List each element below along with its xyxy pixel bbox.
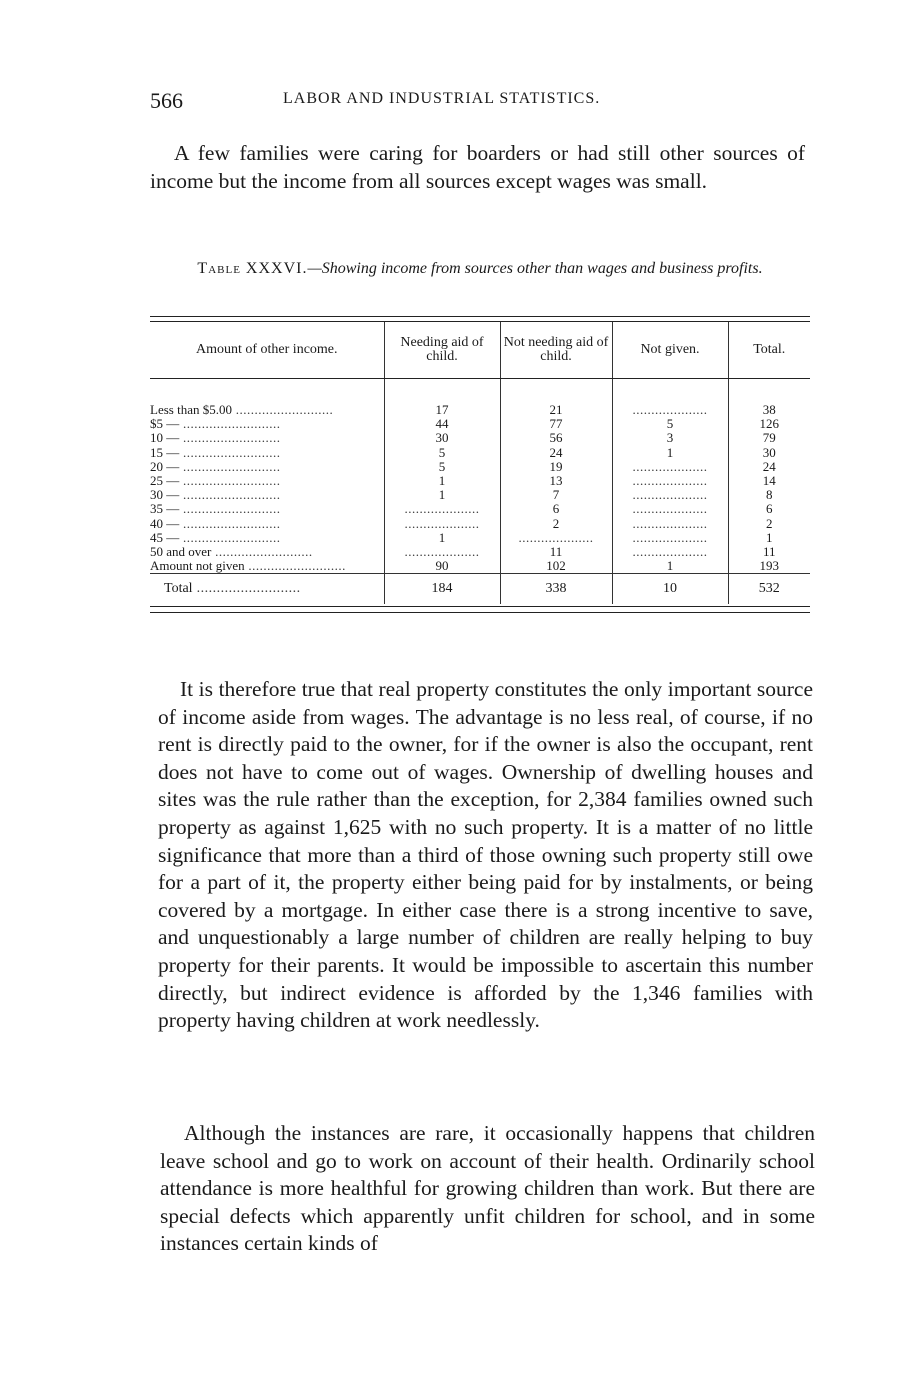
table-caption-label: Table XXXVI. [197,260,308,277]
row-amount-value: 45 — [150,530,180,545]
row-amount-value: Amount not given [150,559,245,574]
row-total [728,559,810,574]
row-amount-value: 50 and over [150,545,212,560]
row-not-needing-aid-value: 56 [549,431,563,446]
row-amount [150,403,384,417]
row-not-given [612,488,728,502]
row-needing-aid-value: 44 [435,417,449,432]
column-header-not-needing-aid: Not needing aid of child. [500,322,612,379]
row-amount [150,545,384,559]
row-total-value: 532 [758,581,780,597]
row-not-needing-aid-value: 11 [549,545,563,560]
row-amount [150,502,384,516]
row-total [728,474,810,488]
row-amount [150,431,384,445]
row-needing-aid-value: 30 [435,431,449,446]
column-header-total: Total. [728,322,810,379]
row-needing-aid-value: 1 [438,488,446,503]
table-row [150,474,810,488]
row-total [728,517,810,531]
leader-dots: .................... [632,545,708,560]
row-amount [150,531,384,545]
table-row [150,446,810,460]
leader-dots: .................... [632,530,708,545]
table-row [150,488,810,502]
row-not-needing-aid [500,545,612,559]
row-not-given [612,574,728,605]
row-not-given [612,403,728,417]
row-not-given [612,531,728,545]
row-not-given-value: 5 [666,417,674,432]
row-total [728,460,810,474]
row-needing-aid-value: 5 [438,459,446,474]
leader-dots: .......................... [231,403,334,417]
table-row [150,545,810,559]
row-not-given [612,559,728,574]
table-caption-text: —Showing income from sources other than wages and business profits. [307,260,763,277]
row-amount [150,474,384,488]
table-spacer-row [150,379,810,404]
row-needing-aid [384,574,500,605]
row-needing-aid-value: 1 [438,474,446,489]
leader-dots: .......................... [211,545,313,560]
row-not-given [612,545,728,559]
row-amount-value: 15 — [150,445,180,460]
row-amount-value: Total [164,581,193,597]
row-not-needing-aid-value: 7 [552,488,560,503]
row-needing-aid [384,460,500,474]
row-amount-value: 20 — [150,459,180,474]
row-not-needing-aid-value: 21 [549,403,563,417]
row-total-value: 24 [762,459,776,474]
row-not-needing-aid [500,502,612,516]
table-total-row [150,574,810,605]
row-needing-aid-value: 1 [438,530,446,545]
row-not-given-value: 1 [666,445,674,460]
row-not-given [612,431,728,445]
row-needing-aid [384,488,500,502]
row-total-value: 126 [759,417,779,432]
row-total-value: 79 [762,431,776,446]
table-row [150,559,810,574]
row-amount [150,446,384,460]
row-needing-aid [384,545,500,559]
leader-dots: .................... [632,403,708,417]
row-amount-value: 40 — [150,516,180,531]
row-total [728,488,810,502]
row-not-given-value: 3 [666,431,674,446]
row-needing-aid-value: 5 [438,445,446,460]
leader-dots: .................... [632,488,708,503]
row-not-given [612,460,728,474]
row-not-needing-aid [500,488,612,502]
table-body [150,379,810,605]
row-total [728,531,810,545]
leader-dots: .......................... [179,431,281,446]
row-total [728,417,810,431]
row-needing-aid [384,559,500,574]
income-table [150,316,810,613]
running-head: LABOR AND INDUSTRIAL STATISTICS. [283,90,601,107]
row-not-needing-aid-value: 77 [549,417,563,432]
leader-dots: .......................... [192,581,301,597]
row-needing-aid [384,446,500,460]
table-row [150,403,810,417]
row-amount-value: Less than $5.00 [150,403,232,417]
row-amount [150,488,384,502]
leader-dots: .......................... [244,559,346,574]
row-not-needing-aid-value: 338 [545,581,567,597]
row-not-needing-aid [500,517,612,531]
row-not-needing-aid [500,574,612,605]
row-total-value: 8 [766,488,773,503]
row-total-value: 38 [762,403,776,417]
row-total-value: 193 [759,559,779,574]
leader-dots: .......................... [179,474,281,489]
leader-dots: .......................... [179,445,281,460]
row-total-value: 11 [762,545,776,560]
row-not-needing-aid-value: 6 [552,502,560,517]
row-amount-value: 25 — [150,474,180,489]
row-total-value: 6 [766,502,773,517]
row-amount-value: 30 — [150,488,180,503]
row-amount-value: 10 — [150,431,180,446]
row-not-given [612,417,728,431]
row-not-given [612,446,728,460]
leader-dots: .................... [632,459,708,474]
row-needing-aid [384,403,500,417]
row-not-needing-aid-value: 13 [549,474,563,489]
paragraph-property: It is therefore true that real property constitutes the only important source of income aside from wages. The advantage is no less real, of course, if no rent is directly paid to the owner, for if the owner is also the occupant, rent does not have to come out of wages. Ownership of dwelling houses and sites was the rule rather than the exception, for 2,384 families owned such property as against 1,625 with no such property. It is a matter of no little significance that more than a third of those owning such property still owe for a part of it, the property either being paid for by instalments, or being covered by a mortgage. In either case there is a strong incentive to save, and unquestionably a large number of children are really helping to buy property for their parents. It would be impossible to ascertain this number directly, but indirect evidence is afforded by the 1,346 families with property having children at work needlessly. [158,677,813,1033]
row-amount [150,559,384,574]
leader-dots: .................... [404,516,480,531]
row-needing-aid-value: 184 [431,581,453,597]
row-not-needing-aid-value: 19 [549,459,563,474]
row-total [728,431,810,445]
row-total-value: 14 [762,474,776,489]
row-total-value: 2 [766,516,773,531]
table-bottom-rule [150,606,810,613]
row-needing-aid-value: 90 [435,559,449,574]
row-amount [150,517,384,531]
row-not-needing-aid-value: 24 [549,445,563,460]
row-not-given [612,502,728,516]
row-needing-aid-value: 17 [435,403,449,417]
leader-dots: .................... [404,545,480,560]
row-total [728,446,810,460]
row-not-needing-aid [500,559,612,574]
row-not-needing-aid [500,446,612,460]
leader-dots: .................... [632,502,708,517]
table-row [150,531,810,545]
row-amount [150,574,384,605]
leader-dots: .......................... [179,502,281,517]
paragraph-intro: A few families were caring for boarders or had still other sources of income but the income from all sources except wages was small. [150,141,805,193]
column-header-not-given: Not given. [612,322,728,379]
leader-dots: .................... [404,502,480,517]
row-not-needing-aid-value: 102 [546,559,566,574]
row-not-needing-aid [500,417,612,431]
row-needing-aid [384,531,500,545]
row-needing-aid [384,431,500,445]
row-total-value: 30 [762,445,776,460]
row-not-needing-aid-value: 2 [552,516,560,531]
table-row [150,431,810,445]
leader-dots: .......................... [179,516,281,531]
row-total [728,574,810,605]
row-total [728,403,810,417]
row-not-needing-aid [500,403,612,417]
row-not-needing-aid [500,531,612,545]
table-row [150,417,810,431]
row-amount [150,417,384,431]
table-row [150,517,810,531]
leader-dots: .................... [518,530,594,545]
row-needing-aid [384,502,500,516]
leader-dots: .......................... [179,488,281,503]
row-not-given [612,517,728,531]
row-total-value: 1 [766,530,773,545]
row-total [728,545,810,559]
leader-dots: .......................... [179,417,281,432]
row-amount-value: $5 — [150,417,180,432]
column-header-amount: Amount of other income. [150,322,384,379]
leader-dots: .......................... [179,530,281,545]
leader-dots: .................... [632,516,708,531]
row-not-needing-aid [500,431,612,445]
leader-dots: .................... [632,474,708,489]
row-not-given [612,474,728,488]
row-amount-value: 35 — [150,502,180,517]
column-header-needing-aid: Needing aid of child. [384,322,500,379]
row-needing-aid [384,474,500,488]
leader-dots: .......................... [179,459,281,474]
paragraph-health: Although the instances are rare, it occasionally happens that children leave school and go to work on account of their health. Ordinarily school attendance is more healthful for growing children than work. But there are special defects which apparently unfit children for school, and in some instances certain kinds of [160,1121,815,1256]
row-not-given-value: 10 [663,581,677,597]
row-not-needing-aid [500,460,612,474]
table-caption [165,258,795,280]
table-row [150,502,810,516]
table-row [150,460,810,474]
row-not-given-value: 1 [666,559,674,574]
row-not-needing-aid [500,474,612,488]
row-amount [150,460,384,474]
row-needing-aid [384,517,500,531]
page-number: 566 [150,88,183,113]
row-total [728,502,810,516]
row-needing-aid [384,417,500,431]
